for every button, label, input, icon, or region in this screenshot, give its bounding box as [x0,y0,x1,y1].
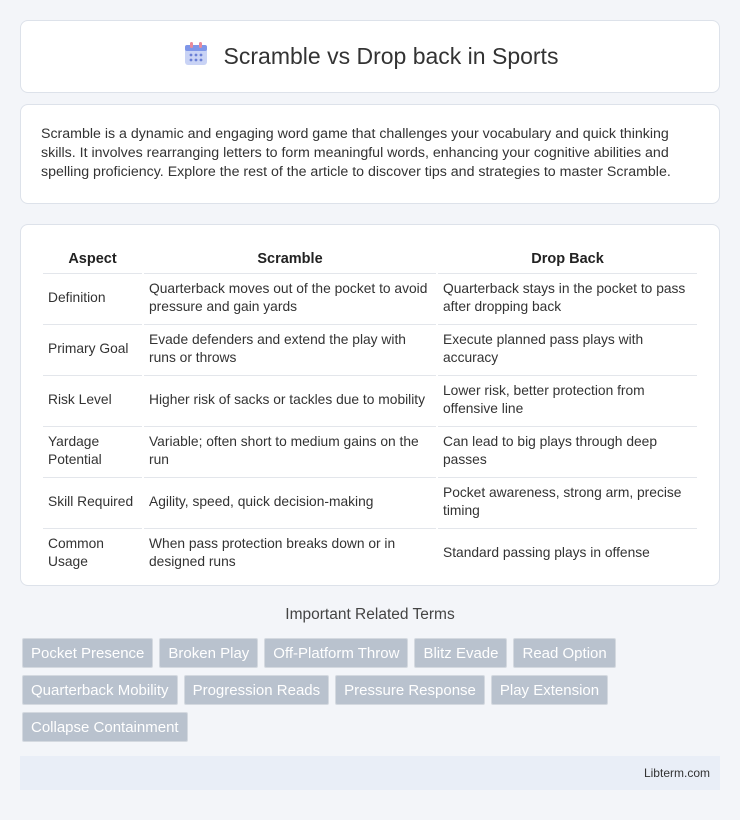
page-title: Scramble vs Drop back in Sports [223,43,559,69]
comparison-table-card [20,224,720,586]
table-row [43,426,697,475]
drop-back-cell: Execute planned pass plays with accuracy [438,324,697,373]
scramble-cell: Evade defenders and extend the play with runs or throws [144,324,436,373]
intro-card [20,104,720,204]
table-row [43,477,697,526]
header-drop-back: Drop Back [531,251,604,267]
header-card [20,20,720,93]
drop-back-cell: Pocket awareness, strong arm, precise timing [438,477,697,526]
aspect-cell: Skill Required [43,477,142,526]
scramble-cell: Variable; often short to medium gains on the run [144,426,436,475]
table-header-row [43,247,697,271]
footer-site-link[interactable]: Libterm.com [643,766,710,780]
header-scramble: Scramble [257,251,323,267]
aspect-cell: Common Usage [43,528,142,577]
related-term-tag[interactable]: Blitz Evade [414,638,507,668]
related-term-tag[interactable]: Progression Reads [184,675,330,705]
scramble-cell: When pass protection breaks down or in designed runs [144,528,436,577]
comparison-table [41,245,699,579]
related-terms-list [22,638,722,742]
footer [20,756,720,790]
aspect-cell: Primary Goal [43,324,142,373]
aspect-cell: Definition [43,273,142,322]
aspect-cell: Risk Level [43,375,142,424]
related-term-tag[interactable]: Broken Play [159,638,258,668]
table-row [43,528,697,577]
related-term-tag[interactable]: Collapse Containment [22,712,188,742]
table-row [43,324,697,373]
related-terms-title: Important Related Terms [285,606,455,623]
related-term-tag[interactable]: Play Extension [491,675,608,705]
drop-back-cell: Can lead to big plays through deep passes [438,426,697,475]
drop-back-cell: Lower risk, better protection from offensive line [438,375,697,424]
related-term-tag[interactable]: Pocket Presence [22,638,153,668]
related-term-tag[interactable]: Quarterback Mobility [22,675,178,705]
related-term-tag[interactable]: Read Option [513,638,615,668]
table-row [43,273,697,322]
drop-back-cell: Standard passing plays in offense [438,528,697,577]
scramble-cell: Quarterback moves out of the pocket to avoid pressure and gain yards [144,273,436,322]
drop-back-cell: Quarterback stays in the pocket to pass after dropping back [438,273,697,322]
table-row [43,375,697,424]
header [182,40,559,73]
calendar-icon [182,40,210,73]
intro-text: Scramble is a dynamic and engaging word game that challenges your vocabulary and quick thinking skills. It involves rearranging letters to form meaningful words, enhancing your cognitive abilities and spelling proficiency. Explore the rest of the article to discover tips and strategies to master Scramble. [41,126,671,180]
aspect-cell: Yardage Potential [43,426,142,475]
header-aspect: Aspect [68,251,117,267]
related-term-tag[interactable]: Pressure Response [335,675,485,705]
scramble-cell: Higher risk of sacks or tackles due to mobility [144,375,436,424]
scramble-cell: Agility, speed, quick decision-making [144,477,436,526]
related-term-tag[interactable]: Off-Platform Throw [264,638,408,668]
